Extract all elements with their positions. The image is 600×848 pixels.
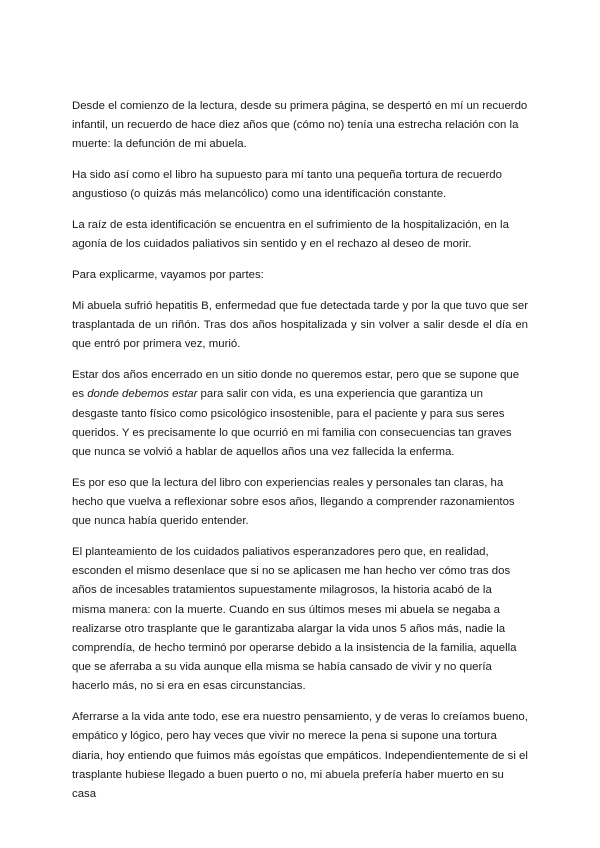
- paragraph-reflection: Es por eso que la lectura del libro con experiencias reales y personales tan claras, ha hecho que vuelva a reflexionar sobre esos años, llegando a comprender razonamientos que nunca había querido entender.: [72, 476, 515, 528]
- paragraph-childhood-memory: Desde el comienzo de la lectura, desde su primera página, se despertó en mí un recuerdo infantil, un recuerdo de hace diez años que (cómo no) tenía una estrecha relación con la muerte: la defunción de mi abuela.: [72, 100, 528, 151]
- paragraph-explain-intro: Para explicarme, vayamos por partes:: [72, 269, 264, 282]
- paragraph-book-identification: Ha sido así como el libro ha supuesto para mí tanto una pequeña tortura de recuerdo angustioso (o quizás más melancólico) como una identificación constante.: [72, 169, 502, 201]
- paragraph-hospital-years: [72, 366, 528, 462]
- paragraph-clinging-to-life: Aferrarse a la vida ante todo, ese era nuestro pensamiento, y de veras lo creíamos bueno, empático y lógico, pero hay veces que vivir no merece la pena si supone una tortura diaria, hoy entiendo que fuimos más egoístas que empáticos. Independientemente de si el trasplante hubiese llegado a buen puerto o no, mi abuela prefería haber muerto en su casa: [72, 711, 528, 801]
- paragraph-hospital-years-emphasis: donde debemos estar: [87, 388, 198, 401]
- document-body: [72, 97, 528, 816]
- paragraph-hospital-years-before: Estar dos años encerrado en un sitio donde no queremos estar, pero que se supone que es: [72, 369, 520, 401]
- paragraph-hospital-years-after: para salir con vida, es una experiencia que garantiza un desgaste tanto físico como psicológico insostenible, para el paciente y para sus seres queridos. Y es precisamente lo que ocurrió en mi familia con consecuencias tan graves que nunca se volvió a hablar de aquellos años una vez fallecida la enferma.: [72, 388, 512, 459]
- paragraph-root-of-identification: La raíz de esta identificación se encuentra en el sufrimiento de la hospitalización, en la agonía de los cuidados paliativos sin sentido y en el rechazo al deseo de morir.: [72, 219, 509, 251]
- paragraph-palliative-care: El planteamiento de los cuidados paliativos esperanzadores pero que, en realidad, esconden el mismo desenlace que si no se aplicasen me han hecho ver cómo tras dos años de incesables tratamientos supuestamente milagrosos, la historia acabó de la misma manera: con la muerte. Cuando en sus últimos meses mi abuela se negaba a realizarse otro trasplante que le garantizaba alargar la vida unos 5 años más, nadie la comprendía, de hecho terminó por operarse debido a la insistencia de la familia, aquella que se aferraba a su vida aunque ella misma se había cansado de vivir y no quería hacerlo más, no si era en esas circunstancias.: [72, 546, 517, 693]
- paragraph-grandmother-illness: Mi abuela sufrió hepatitis B, enfermedad que fue detectada tarde y por la que tuvo que ser trasplantada de un riñón. Tras dos años hospitalizada y sin volver a salir desde el día en que entró por primera vez, murió.: [72, 300, 528, 351]
